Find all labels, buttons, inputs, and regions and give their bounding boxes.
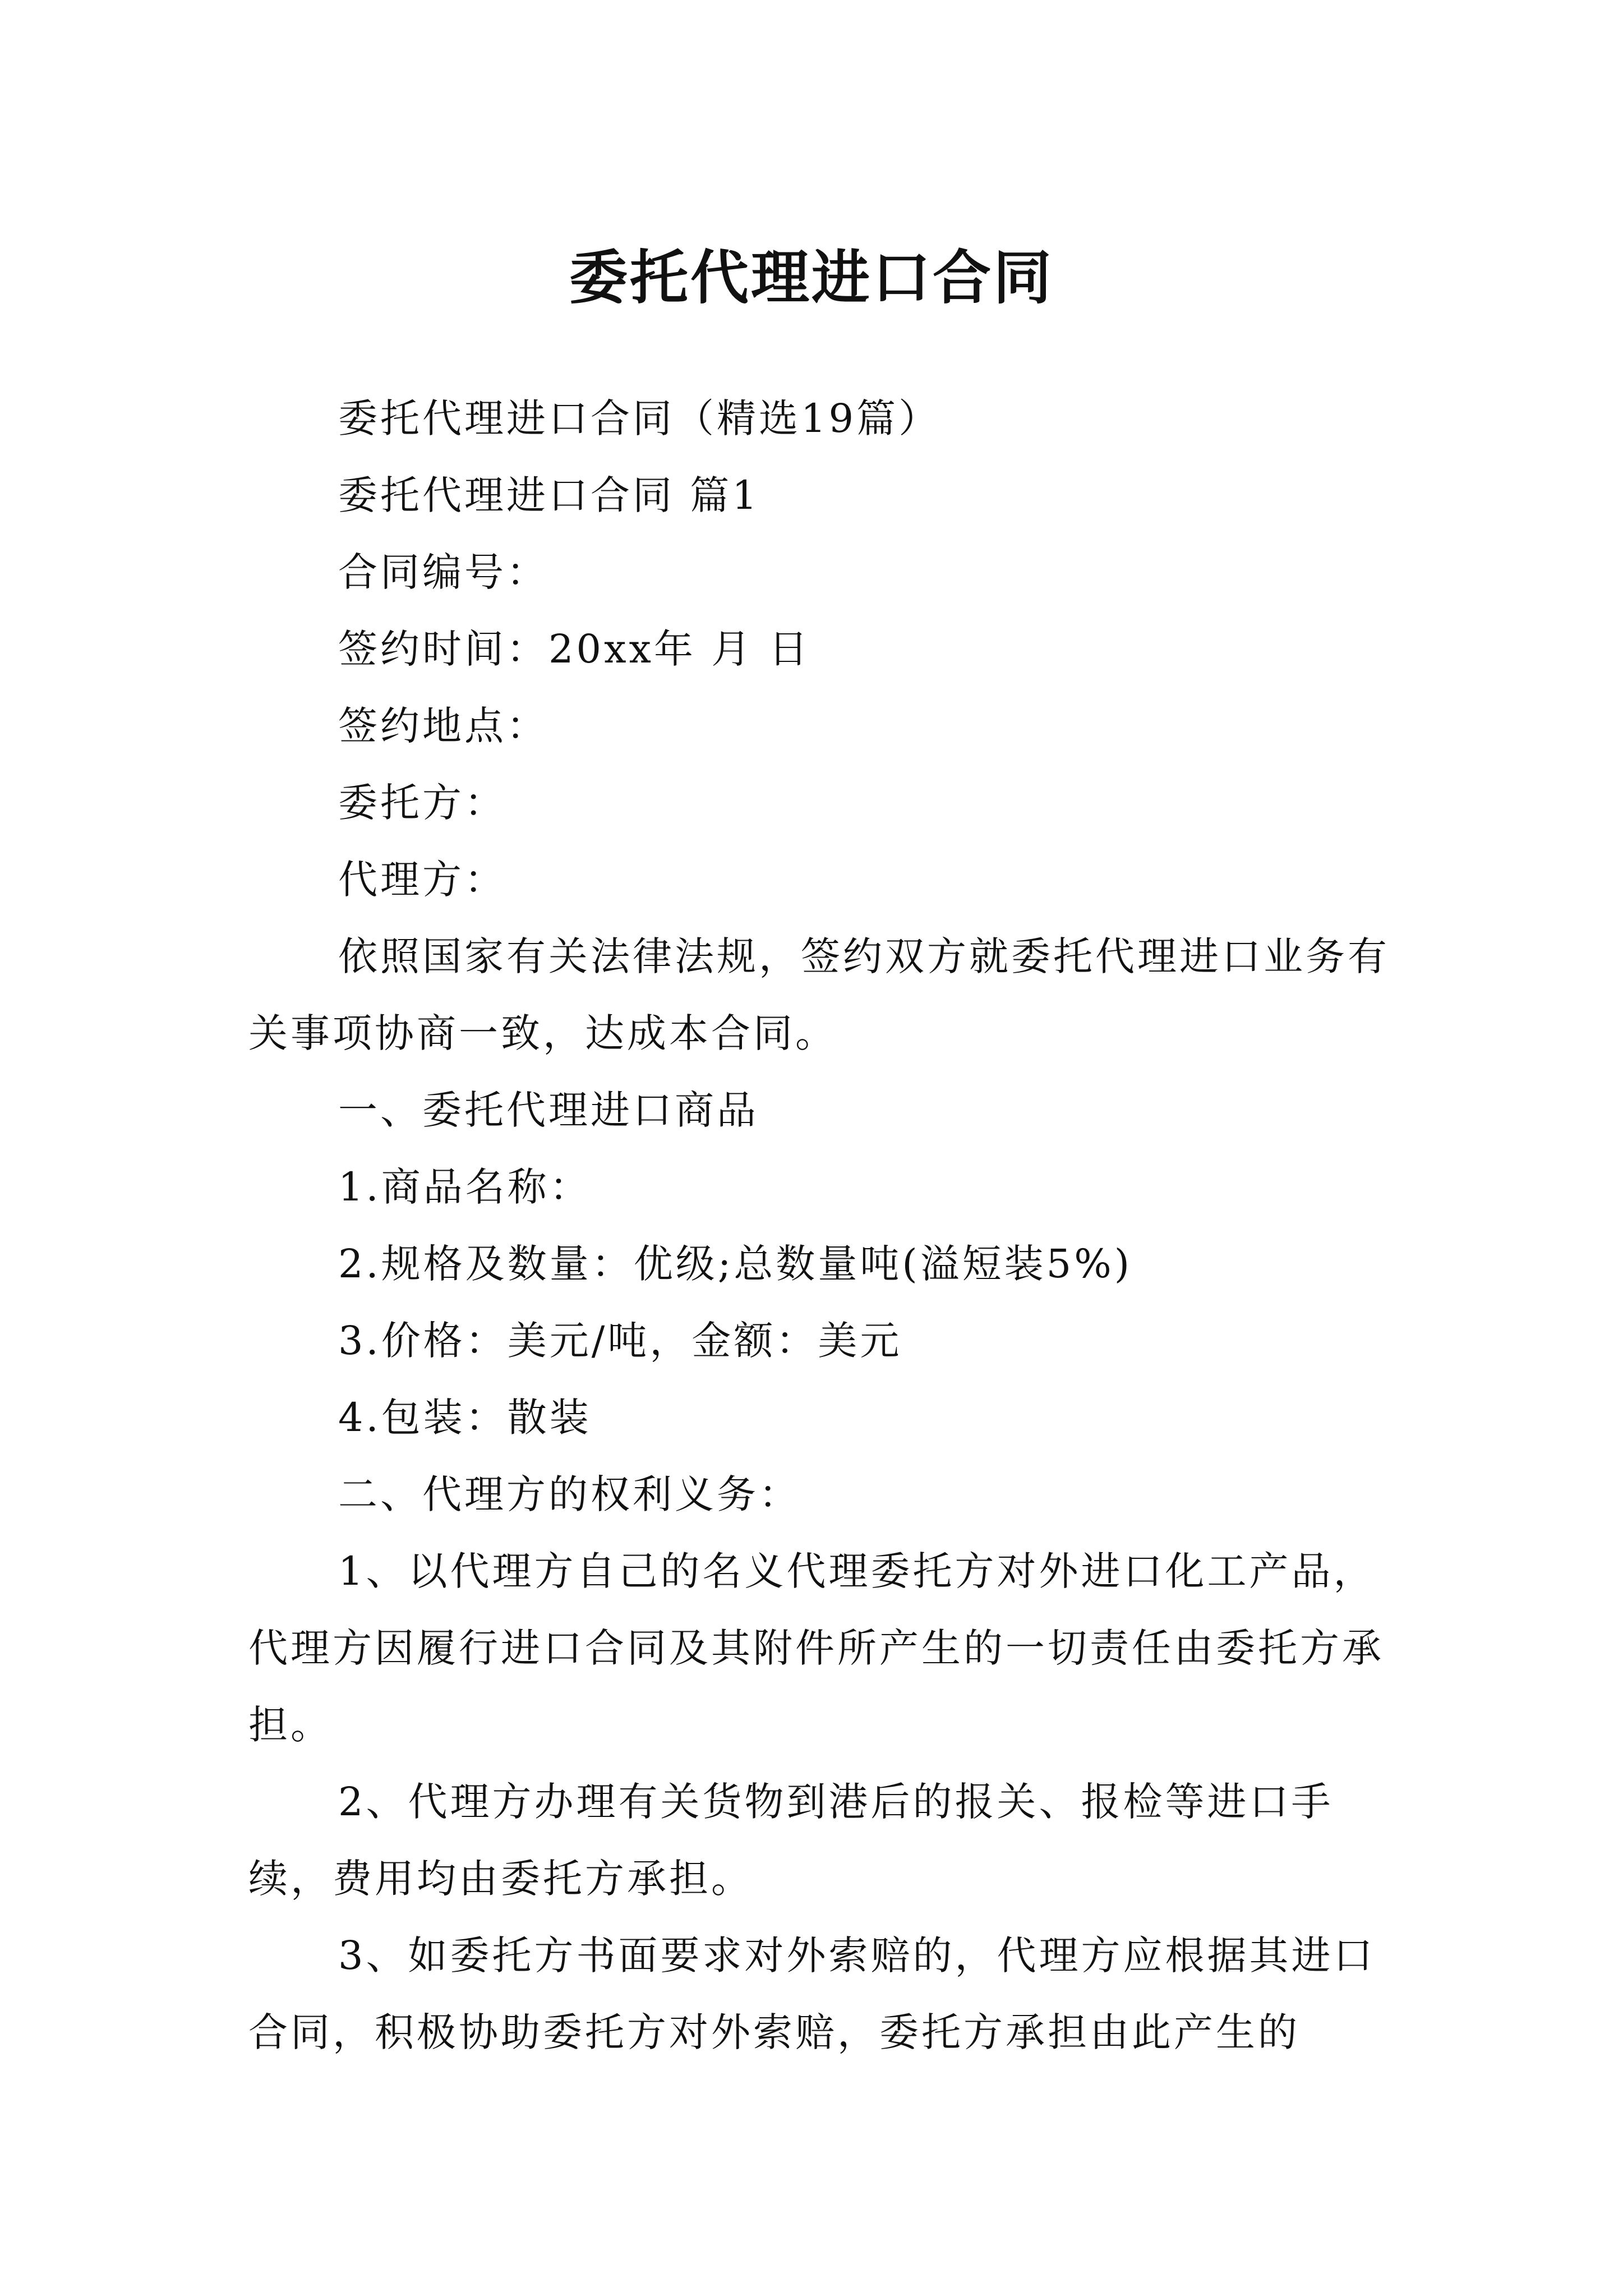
- paragraph-clause-one-heading: 一、委托代理进口商品: [338, 1087, 759, 1133]
- paragraph-obligation-3: 3、如委托方书面要求对外索赔的，代理方应根据其进口合同，积极协助委托方对外索赔，委托方承担由此产生的: [248, 1932, 1376, 2055]
- paragraph-clause-two-heading: 二、代理方的权利义务：: [338, 1471, 801, 1517]
- paragraph-obligation-1: 1、以代理方自己的名义代理委托方对外进口化工产品，代理方因履行进口合同及其附件所产生的一切责任由委托方承担。: [248, 1548, 1384, 1748]
- paragraph-subtitle: 委托代理进口合同（精选19篇）: [338, 395, 941, 441]
- paragraph-product-name: 1.商品名称：: [338, 1164, 592, 1210]
- paragraph-obligation-2: 2、代理方办理有关货物到港后的报关、报检等进口手续，费用均由委托方承担。: [248, 1779, 1334, 1902]
- paragraph-contract-number: 合同编号：: [338, 549, 548, 595]
- paragraph-signing-time: 签约时间：20xx年 月 日: [338, 626, 811, 672]
- paragraph-principal: 委托方：: [338, 780, 506, 826]
- paragraph-agent: 代理方：: [338, 857, 506, 903]
- paragraph-signing-place: 签约地点：: [338, 703, 548, 749]
- paragraph-preamble: 依照国家有关法律法规，签约双方就委托代理进口业务有关事项协商一致，达成本合同。: [248, 933, 1390, 1056]
- paragraph-spec-quantity: 2.规格及数量：优级;总数量吨(溢短装5%): [338, 1241, 1133, 1287]
- document-title: 委托代理进口合同: [569, 243, 1054, 312]
- paragraph-packaging: 4.包装：散装: [338, 1395, 592, 1441]
- paragraph-section-heading: 委托代理进口合同 篇1: [338, 472, 760, 518]
- paragraph-price: 3.价格：美元/吨，金额：美元: [338, 1318, 902, 1364]
- document-body: [248, 380, 1393, 2071]
